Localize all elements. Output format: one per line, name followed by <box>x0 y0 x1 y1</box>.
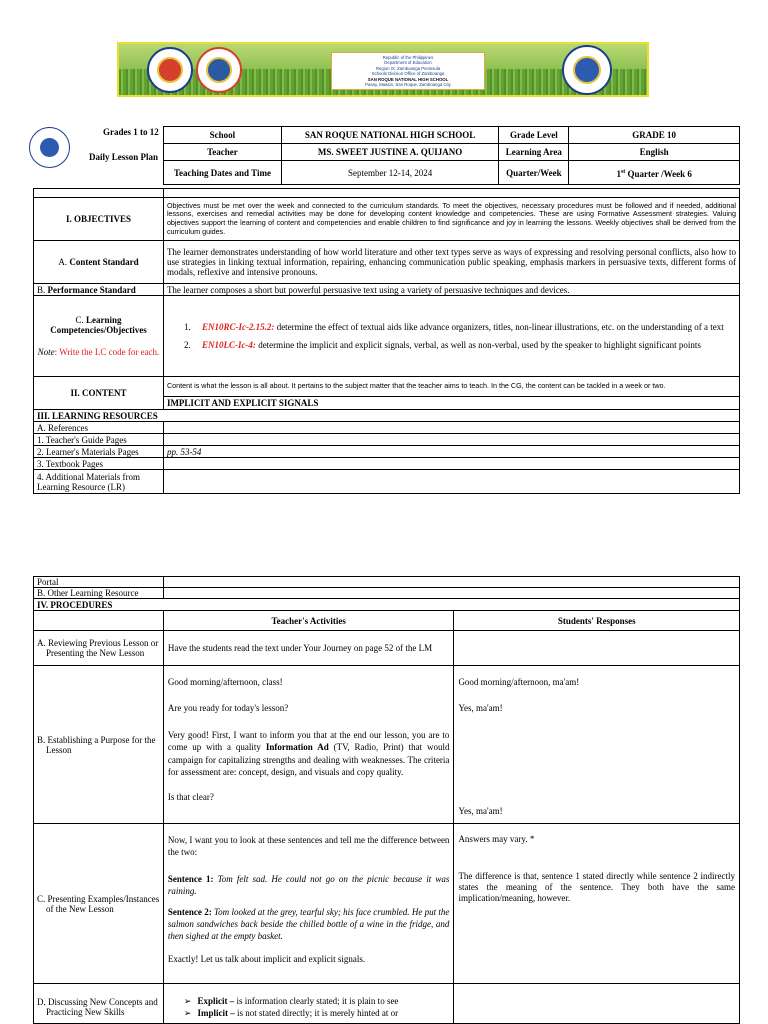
learners-materials-pages: pp. 53-54 <box>166 446 202 457</box>
header-banner <box>117 42 649 97</box>
procedure-d-label: D. Discussing New Concepts and Practicing New Skills <box>34 984 164 1024</box>
procedure-a-label: A. Reviewing Previous Lesson or Presenting the New Lesson <box>34 631 164 666</box>
procedure-c-teacher: Now, I want you to look at these sentences and tell me the difference between the two: Sentence 1: Tom felt sad. He could not go on the picnic because it was raining. Sentence 2: Tom looked at the grey, tearful sky; his face crumbled. He put the salmon sandwiches back beside the chilled bottle of a wine in the fridge, and then sighed at the empty basket. Exactly! Let us talk about implicit and explicit signals. <box>163 824 454 984</box>
quarter-value: 1st Quarter /Week 6 <box>569 161 740 185</box>
teachers-guide-label: 1. Teacher's Guide Pages <box>34 434 164 446</box>
school-value: SAN ROQUE NATIONAL HIGH SCHOOL <box>281 127 499 144</box>
content-title: II. CONTENT <box>34 377 164 410</box>
dates-label: Teaching Dates and Time <box>164 161 282 185</box>
banner-line: Pasay, Maasin, San Roque, Zamboanga City <box>365 82 451 88</box>
procedure-b-teacher: Good morning/afternoon, class! Are you ready for today's lesson? Very good! First, I want to inform you that at the end our lesson, you are to come up with a quality Information Ad (TV, Radio, Print) that would campaign for capitalizing strengths and dealing with weaknesses. The criteria for assessment are: concept, design, and visuals and copy quality. Is that clear? <box>163 666 454 824</box>
references-label: A. References <box>34 422 164 434</box>
procedure-b-students: Good morning/afternoon, ma'am! Yes, ma'am! Yes, ma'am! <box>454 666 740 824</box>
objectives-text: Objectives must be met over the week and connected to the curriculum standards. To meet the objectives, necessary procedures must be followed and if needed, additional lessons, exercises and remedial activities may be done for developing content knowledge and competencies. These are using Formative Assessment strategies. Valuing objectives support the learning of content and competencies and enable children to find significance and joy in learning the lessons. Weekly objectives shall be derived from the curriculum guides. <box>163 198 739 241</box>
deped-logo <box>29 127 70 168</box>
procedure-b-label: B. Establishing a Purpose for the Lesson <box>34 666 164 824</box>
banner-line: Department of Education <box>384 60 432 66</box>
grade-level-value: GRADE 10 <box>569 127 740 144</box>
learning-area-value: English <box>569 144 740 161</box>
procedure-a-teacher: Have the students read the text under Your Journey on page 52 of the LM <box>163 631 454 666</box>
content-description: Content is what the lesson is all about. It pertains to the subject matter that the teacher aims to teach. In the CG, the content can be tackled in a week or two. <box>163 377 739 397</box>
textbook-pages-label: 3. Textbook Pages <box>34 458 164 470</box>
teacher-value: MS. SWEET JUSTINE A. QUIJANO <box>281 144 499 161</box>
procedures-table <box>33 576 740 1024</box>
learners-materials-label: 2. Learner's Materials Pages <box>34 446 164 458</box>
banner-line: Region IX, Zamboanga Peninsula <box>375 65 441 71</box>
quarter-label: Quarter/Week <box>499 161 569 185</box>
additional-materials-label: 4. Additional Materials from Learning Resource (LR) <box>34 470 164 494</box>
plan-label: Daily Lesson Plan <box>89 152 159 162</box>
objectives-title: I. OBJECTIVES <box>34 198 164 241</box>
content-standard-label: A. Content Standard <box>34 241 164 284</box>
school-label: School <box>164 127 282 144</box>
header-info-table <box>163 126 740 185</box>
procedure-c-students: Answers may vary. * The difference is that, sentence 1 stated directly while sentence 2 indirectly states the meaning of the sentence. They both have the same implication/meaning, however. <box>454 824 740 984</box>
learning-area-label: Learning Area <box>499 144 569 161</box>
banner-line: Schools Division Office of Zamboanga <box>371 71 445 77</box>
banner-line: Republic of the Philippines <box>382 55 434 60</box>
learning-competencies-label: C. Learning Competencies/Objectives Note: Write the LC code for each. <box>34 296 164 377</box>
deped-seal-logo <box>147 47 193 93</box>
banner-text-box <box>331 52 485 90</box>
students-responses-header: Students' Responses <box>454 611 740 631</box>
performance-standard-label: B. Performance Standard <box>34 284 164 296</box>
performance-standard-text: The learner composes a short but powerful persuasive text using a variety of persuasive techniques and devices. <box>163 284 739 296</box>
content-topic: IMPLICIT AND EXPLICIT SIGNALS <box>163 397 739 410</box>
deped-seal-right-logo <box>562 45 612 95</box>
learning-resources-title: III. LEARNING RESOURCES <box>34 410 740 422</box>
objectives-table <box>33 188 740 494</box>
school-seal-logo <box>196 47 242 93</box>
learning-competencies-list: 1. EN10RC-Ic-2.15.2: determine the effect of textual aids like advance organizers, titles, non-linear illustrations, etc. on the understanding of a text 2. EN10LC-Ic-4: determine the implicit and explicit signals, verbal, as well as non-verbal, used by the speaker to highlight significant points <box>163 296 739 377</box>
teacher-activities-header: Teacher's Activities <box>163 611 454 631</box>
grades-label: Grades 1 to 12 <box>103 127 159 137</box>
content-standard-text: The learner demonstrates understanding of how world literature and other text types serve as ways of expressing and resolving personal conflicts, also how to use strategies in linking textual information, repairing, enhancing communication public speaking, emphasis markers in persuasive texts, different forms of modals, reflexive and intensive pronouns. <box>163 241 739 284</box>
other-resource-label: B. Other Learning Resource <box>34 588 164 599</box>
teacher-label: Teacher <box>164 144 282 161</box>
grade-level-label: Grade Level <box>499 127 569 144</box>
dates-value: September 12-14, 2024 <box>281 161 499 185</box>
portal-label: Portal <box>34 577 164 588</box>
procedure-c-label: C. Presenting Examples/Instances of the New Lesson <box>34 824 164 984</box>
procedures-title: IV. PROCEDURES <box>34 599 740 611</box>
procedure-d-teacher: ➢ Explicit – is information clearly stated; it is plain to see ➢ Implicit – is not stated directly; it is merely hinted at or <box>163 984 454 1024</box>
banner-school-name: SAN ROQUE NATIONAL HIGH SCHOOL <box>367 76 449 82</box>
